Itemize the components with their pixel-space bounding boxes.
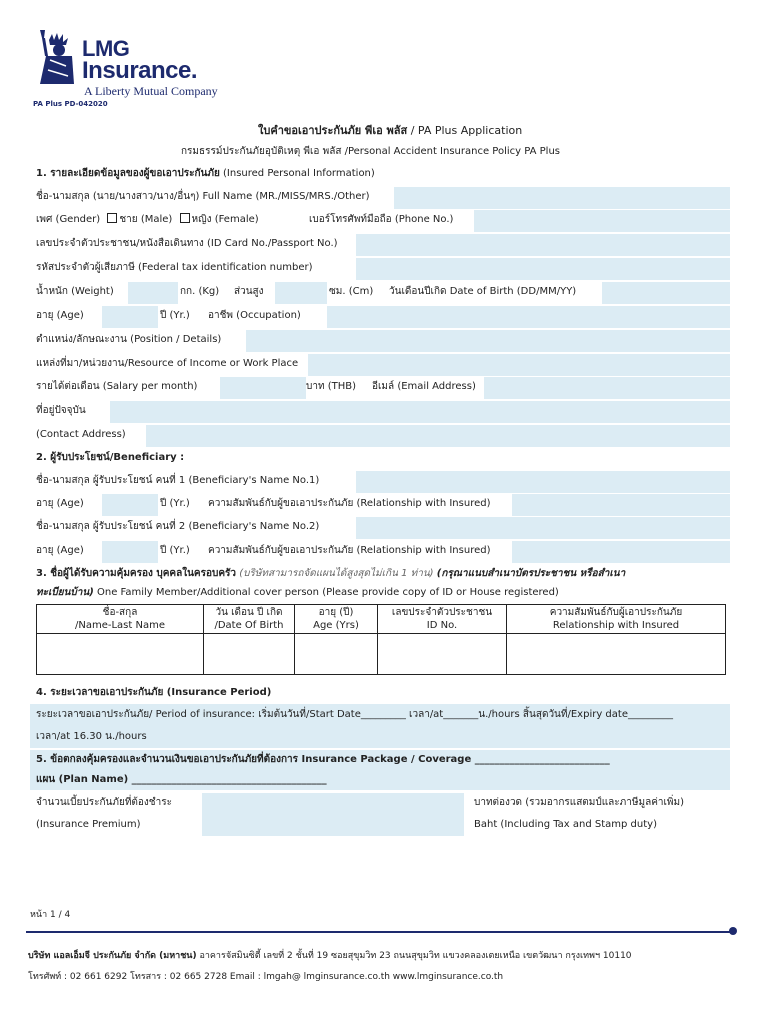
ben1-age-label: อายุ (Age) xyxy=(36,498,84,509)
id-card-label: เลขประจำตัวประชาชน/หนังสือเดินทาง (ID Card No./Passport No.) xyxy=(36,238,338,249)
logo-lmg-text: LMG xyxy=(82,36,130,61)
height-field[interactable] xyxy=(275,282,327,304)
phone-field[interactable] xyxy=(474,210,730,232)
address-field-1[interactable] xyxy=(110,401,730,423)
age-label: อายุ (Age) xyxy=(36,310,84,321)
footer-divider xyxy=(26,931,732,933)
ben2-age-label: อายุ (Age) xyxy=(36,545,84,556)
salary-field[interactable] xyxy=(220,377,306,399)
address-label: ที่อยู่ปัจจุบัน xyxy=(36,405,86,416)
logo-insurance-text: Insurance. xyxy=(82,57,198,84)
table-row xyxy=(37,634,726,675)
weight-label: น้ำหนัก (Weight) xyxy=(36,286,114,297)
footer-company-line xyxy=(28,949,632,963)
income-source-field[interactable] xyxy=(308,354,730,376)
cell-dob[interactable] xyxy=(204,634,295,675)
address-field-2[interactable] xyxy=(146,425,730,447)
dob-label: วันเดือนปีเกิด Date of Birth (DD/MM/YY) xyxy=(389,286,577,297)
section4-heading: 4. ระยะเวลาขอเอาประกันภัย (Insurance Period) xyxy=(36,687,272,698)
period-line-2: เวลา/at 16.30 น./hours xyxy=(36,731,147,742)
yr-label: ปี (Yr.) xyxy=(160,310,190,321)
gender-row xyxy=(36,213,259,227)
section1-heading-th: 1. รายละเอียดข้อมูลของผู้ขอเอาประกันภัย xyxy=(36,168,220,179)
position-field[interactable] xyxy=(246,330,730,352)
per-period-label-en: Baht (Including Tax and Stamp duty) xyxy=(474,819,657,830)
per-period-label-th: บาทต่องวด (รวมอากรแสตมป์และภาษีมูลค่าเพิ่ม) xyxy=(474,797,685,808)
section3-note-en: One Family Member/Additional cover person (Please provide copy of ID or House registered) xyxy=(96,587,559,598)
section3-limit-note: (บริษัทสามารถจัดแผนได้สูงสุดไม่เกิน 1 ท่าน) xyxy=(239,568,434,579)
ben2-name-label: ชื่อ-นามสกุล ผู้รับประโยชน์ คนที่ 2 (Beneficiary's Name No.2) xyxy=(36,521,320,532)
tax-id-field[interactable] xyxy=(356,258,730,280)
kg-label: กก. (Kg) xyxy=(180,286,220,297)
footer-address: อาคารจัสมินซิตี้ เลขที่ 2 ชั้นที่ 19 ซอยสุขุมวิท 23 ถนนสุขุมวิท แขวงคลองเตยเหนือ เขตวัฒนา กรุงเทพฯ 10110 xyxy=(199,951,632,961)
statue-of-liberty-icon xyxy=(32,26,78,86)
contact-address-label: (Contact Address) xyxy=(36,429,126,440)
col-relationship: ความสัมพันธ์กับผู้เอาประกันภัย Relationship with Insured xyxy=(507,605,726,634)
ben1-name-field[interactable] xyxy=(356,471,730,493)
full-name-label: ชื่อ-นามสกุล (นาย/นางสาว/นาง/อื่นๆ) Full Name (MR./MISS/MRS./Other) xyxy=(36,191,370,202)
col-age: อายุ (ปี) Age (Yrs) xyxy=(295,605,378,634)
ben2-name-field[interactable] xyxy=(356,517,730,539)
ben1-name-label: ชื่อ-นามสกุล ผู้รับประโยชน์ คนที่ 1 (Beneficiary's Name No.1) xyxy=(36,475,320,486)
family-member-table xyxy=(36,604,726,675)
section2-heading: 2. ผู้รับประโยชน์/Beneficiary : xyxy=(36,452,185,463)
male-checkbox[interactable] xyxy=(107,213,117,223)
height-label: ส่วนสูง xyxy=(234,286,264,297)
premium-label-th: จำนวนเบี้ยประกันภัยที่ต้องชำระ xyxy=(36,797,172,808)
occupation-label: อาชีพ (Occupation) xyxy=(208,310,301,321)
form-title-en: / PA Plus Application xyxy=(410,124,523,137)
ben2-relationship-field[interactable] xyxy=(512,541,730,563)
table-header-row xyxy=(37,605,726,634)
position-label: ตำแหน่ง/ลักษณะงาน (Position / Details) xyxy=(36,334,222,345)
section3-subheading xyxy=(36,586,559,600)
section3-heading xyxy=(36,567,625,581)
female-checkbox[interactable] xyxy=(180,213,190,223)
section5-heading: 5. ข้อตกลงคุ้มครองและจำนวนเงินขอเอาประกันภัยที่ต้องการ Insurance Package / Coverage ___________________________ xyxy=(36,754,610,765)
section1-heading-en: (Insured Personal Information) xyxy=(223,168,375,179)
ben1-age-field[interactable] xyxy=(102,494,158,516)
period-line-1: ระยะเวลาขอเอาประกันภัย/ Period of insurance: เริ่มต้นวันที่/Start Date_________ เวลา/at_______น./hours สิ้นสุดวันที่/Expiry date_________ xyxy=(36,709,673,720)
gender-label: เพศ (Gender) xyxy=(36,214,101,225)
form-subtitle: กรมธรรม์ประกันภัยอุบัติเหตุ พีเอ พลัส /Personal Accident Insurance Policy PA Plus xyxy=(181,146,560,157)
cell-id[interactable] xyxy=(378,634,507,675)
phone-label: เบอร์โทรศัพท์มือถือ (Phone No.) xyxy=(309,214,454,225)
premium-label-en: (Insurance Premium) xyxy=(36,819,141,830)
page-number: หน้า 1 / 4 xyxy=(30,910,71,920)
id-card-field[interactable] xyxy=(356,234,730,256)
dob-field[interactable] xyxy=(602,282,730,304)
salary-label: รายได้ต่อเดือน (Salary per month) xyxy=(36,381,198,392)
ben2-relationship-label: ความสัมพันธ์กับผู้ขอเอาประกันภัย (Relationship with Insured) xyxy=(208,545,491,556)
footer-contact: โทรศัพท์ : 02 661 6292 โทรสาร : 02 665 2728 Email : lmgah@ lmginsurance.co.th www.lmginsurance.co.th xyxy=(28,972,504,982)
email-field[interactable] xyxy=(484,377,730,399)
form-title-th: ใบคำขอเอาประกันภัย พีเอ พลัส xyxy=(258,124,408,137)
premium-field[interactable] xyxy=(202,793,464,836)
email-label: อีเมล์ (Email Address) xyxy=(372,381,476,392)
male-label: ชาย (Male) xyxy=(119,214,173,225)
cm-label: ซม. (Cm) xyxy=(329,286,374,297)
section3-attach-note-1: (กรุณาแนบสำเนาบัตรประชาชน หรือสำเนา xyxy=(436,568,626,579)
col-name: ชื่อ-สกุล /Name-Last Name xyxy=(37,605,204,634)
cell-name[interactable] xyxy=(37,634,204,675)
plan-name-label: แผน (Plan Name) _______________________________________ xyxy=(36,774,327,785)
income-source-label: แหล่งที่มา/หน่วยงาน/Resource of Income or Work Place xyxy=(36,358,299,369)
tax-id-label: รหัสประจำตัวผู้เสียภาษี (Federal tax identification number) xyxy=(36,262,313,273)
ben1-relationship-field[interactable] xyxy=(512,494,730,516)
section3-heading-th: 3. ชื่อผู้ได้รับความคุ้มครอง บุคคลในครอบครัว xyxy=(36,568,237,579)
form-title xyxy=(258,124,522,138)
weight-field[interactable] xyxy=(128,282,178,304)
ben2-age-field[interactable] xyxy=(102,541,158,563)
ben2-yr-label: ปี (Yr.) xyxy=(160,545,190,556)
col-id: เลขประจำตัวประชาชน ID No. xyxy=(378,605,507,634)
ben1-relationship-label: ความสัมพันธ์กับผู้ขอเอาประกันภัย (Relationship with Insured) xyxy=(208,498,491,509)
cell-relationship[interactable] xyxy=(507,634,726,675)
form-code: PA Plus PD-042020 xyxy=(33,100,108,108)
col-dob: วัน เดือน ปี เกิด /Date Of Birth xyxy=(204,605,295,634)
age-field[interactable] xyxy=(102,306,158,328)
logo-tagline: A Liberty Mutual Company xyxy=(84,84,218,98)
footer-company: บริษัท แอลเอ็มจี ประกันภัย จำกัด (มหาชน) xyxy=(28,951,197,961)
section1-heading xyxy=(36,167,375,181)
full-name-field[interactable] xyxy=(394,187,730,209)
footer-divider-dot xyxy=(729,927,737,935)
female-label: หญิง (Female) xyxy=(191,214,259,225)
cell-age[interactable] xyxy=(295,634,378,675)
occupation-field[interactable] xyxy=(327,306,730,328)
ben1-yr-label: ปี (Yr.) xyxy=(160,498,190,509)
thb-label: บาท (THB) xyxy=(306,381,357,392)
section3-attach-note-2: ทะเบียนบ้าน) xyxy=(36,587,94,598)
